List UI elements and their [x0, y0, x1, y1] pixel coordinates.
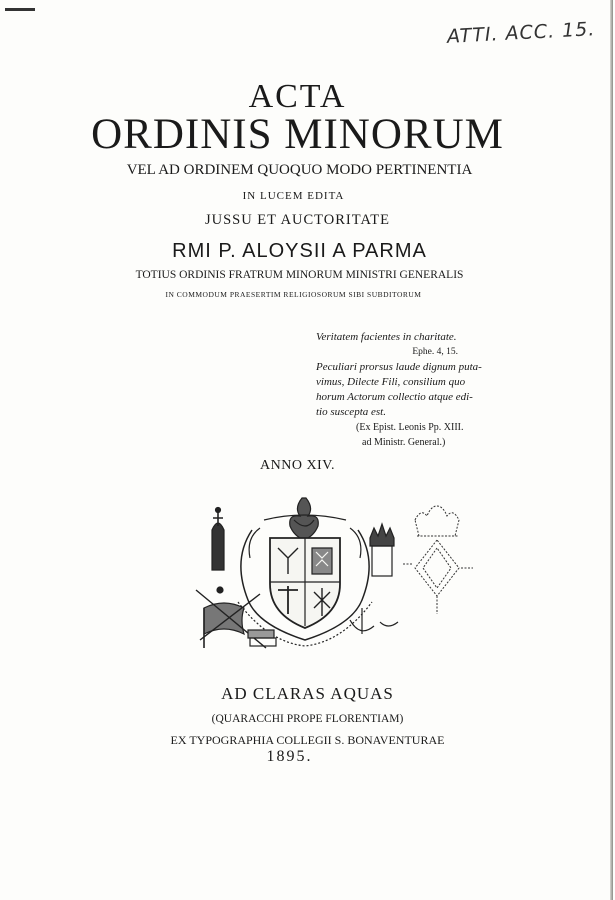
- title-ordinis-minorum: ORDINIS MINORUM: [91, 111, 504, 158]
- edition-line-4: TOTIUS ORDINIS FRATRUM MINORUM MINISTRI GENERALIS: [135, 269, 464, 281]
- epigraph-quote-line: Peculiari prorsus laude dignum puta-: [316, 361, 482, 373]
- edition-line-1: IN LUCEM EDITA: [242, 190, 345, 202]
- epigraph-source: (Ex Epist. Leonis Pp. XIII.: [356, 422, 464, 433]
- epigraph-motto: Veritatem facientes in charitate.: [316, 331, 457, 343]
- imprint-year: 1895.: [266, 748, 313, 765]
- imprint-place-note: (QUARACCHI PROPE FLORENTIAM): [211, 713, 404, 725]
- minister-general-name: RMI P. ALOYSII A PARMA: [172, 240, 427, 262]
- page-edge-shadow: [610, 0, 613, 900]
- imprint-place: AD CLARAS AQUAS: [221, 684, 394, 703]
- corner-mark: [5, 8, 35, 11]
- edition-line-5: IN COMMODUM PRAESERTIM RELIGIOSORUM SIBI SUBDITORUM: [165, 290, 422, 299]
- epigraph: [316, 330, 486, 450]
- epigraph-quote-line: vimus, Dilecte Fili, consilium quo: [316, 376, 466, 388]
- edition-line-2: JUSSU ET AUCTORITATE: [204, 212, 391, 228]
- handwritten-shelfmark: ATTI. ACC. 15.: [446, 18, 596, 48]
- subtitle: VEL AD ORDINEM QUOQUO MODO PERTINENTIA: [126, 162, 473, 178]
- library-crown-stamp-icon: [395, 498, 480, 623]
- title-acta: ACTA: [248, 78, 347, 115]
- volume-label: ANNO XIV.: [260, 458, 336, 473]
- epigraph-quote-line: horum Actorum collectio atque edi-: [316, 391, 473, 403]
- imprint-press: EX TYPOGRAPHIA COLLEGII S. BONAVENTURAE: [170, 733, 445, 747]
- epigraph-quote-line: tio suscepta est.: [316, 406, 386, 418]
- franciscan-coat-of-arms-icon: [190, 490, 420, 660]
- epigraph-source: ad Ministr. General.): [362, 437, 446, 448]
- epigraph-motto-ref: Ephe. 4, 15.: [412, 347, 458, 357]
